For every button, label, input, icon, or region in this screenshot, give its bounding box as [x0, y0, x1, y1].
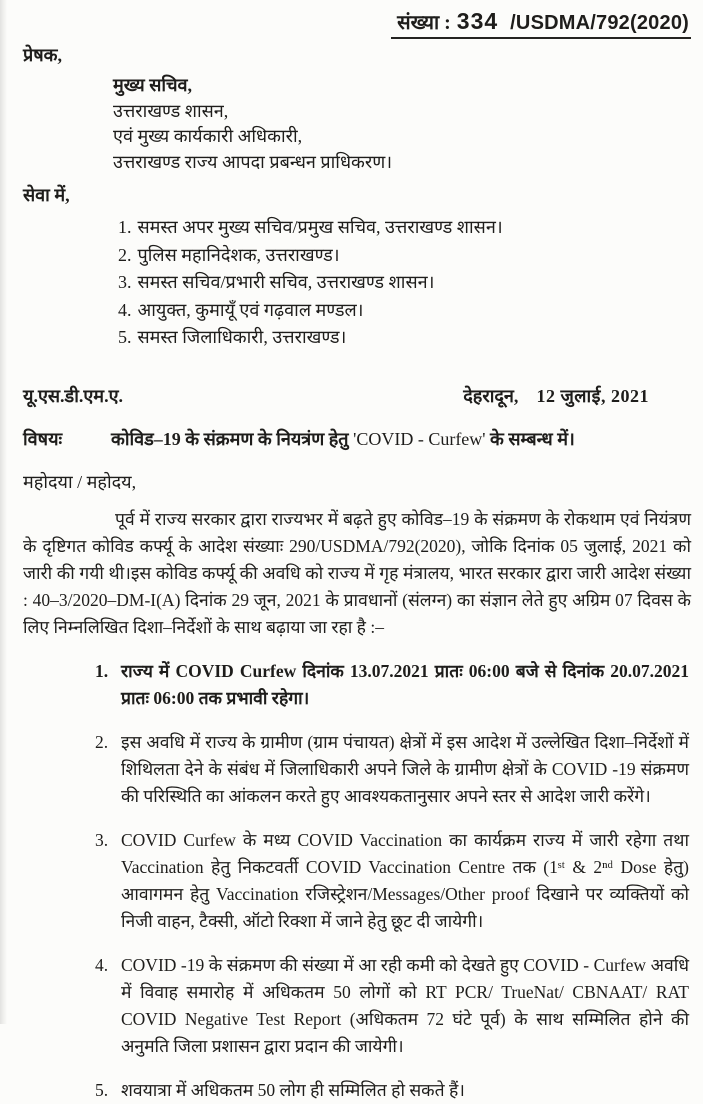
recipient-item [118, 324, 691, 352]
place-name: देहरादून, [463, 385, 519, 406]
sender-line: उत्तराखण्ड राज्य आपदा प्रबन्धन प्राधिकरण। [113, 151, 393, 172]
recipient-number: 3. [118, 272, 132, 292]
subject-text-before: कोविड–19 के संक्रमण के नियत्रंण हेतु [111, 428, 349, 449]
recipient-text: समस्त जिलाधिकारी, उत्तराखण्ड। [137, 327, 347, 347]
recipient-number: 4. [118, 299, 132, 320]
place-date [463, 384, 649, 408]
org-abbreviation: यू.एस.डी.एम.ए. [23, 385, 124, 406]
sender-line: मुख्य सचिव, [113, 75, 193, 95]
directive-number: 3. [95, 829, 109, 850]
directive-list [95, 658, 691, 1104]
directive-item [95, 827, 689, 935]
document-number-value: 334 [456, 8, 499, 34]
letter-date: 12 जुलाई, 2021 [536, 385, 649, 406]
subject-text [111, 426, 575, 452]
recipient-item [118, 214, 691, 242]
directive-text: इस अवधि में राज्य के ग्रामीण (ग्राम पंचायत) क्षेत्रों में इस आदेश में उल्लेखित दिशा–निर्देशों में शिथिलता देने के संबंध में जिलाधिकारी अपने जिले के ग्रामीण क्षेत्रों के COVID -19 संक्रमण की परिस्थिति का आंकलन करते हुए आवश्यकतानुसार अपने स्तर से आदेश जारी करेंगे। [121, 731, 689, 806]
recipient-number: 2. [118, 244, 132, 265]
directive-text: COVID -19 के संक्रमण की संख्या में आ रही कमी को देखते हुए COVID - Curfew अवधि में विवाह समारोह में अधिकतम 50 लोगों को RT PCR/ TrueNat/ CBNAAT/ RAT COVID Negative Test Report (अधिकतम 72 घंटे पूर्व) के साथ सम्मिलित होने की अनुमति जिला प्रशासन द्वारा प्रदान की जायेगी। [121, 954, 689, 1056]
directive-item [95, 1077, 689, 1104]
from-label: प्रेषक, [23, 45, 62, 65]
document-number-line [23, 8, 691, 39]
recipient-number: 1. [118, 217, 132, 237]
recipient-number: 5. [118, 327, 132, 347]
to-label: सेवा में, [23, 185, 70, 205]
recipient-list [118, 214, 691, 352]
recipient-text: समस्त सचिव/प्रभारी सचिव, उत्तराखण्ड शासन। [137, 272, 435, 292]
directive-number: 1. [95, 660, 109, 681]
salutation: महोदया / महोदय, [23, 471, 137, 492]
subject-row [23, 426, 691, 452]
document-number-label: संख्या : [397, 12, 451, 34]
sender-line: उत्तराखण्ड शासन, [113, 100, 229, 121]
recipient-text: समस्त अपर मुख्य सचिव/प्रमुख सचिव, उत्तराखण्ड शासन। [137, 217, 503, 237]
directive-text: राज्य में COVID Curfew दिनांक 13.07.2021 प्रातः 06:00 बजे से दिनांक 20.07.2021 प्रातः 06:00 तक प्रभावी रहेगा। [121, 660, 689, 708]
opening-paragraph: पूर्व में राज्य सरकार द्वारा राज्यभर में बढ़ते हुए कोविड–19 के संक्रमण के रोकथाम एवं नियंत्रण के दृष्टिगत कोविड कर्फ्यू के आदेश संख्याः 290/USDMA/792(2020), जोकि दिनांक 05 जुलाई, 2021 को जारी की गयी थी।इस कोविड कर्फ्यू की अवधि को राज्य में गृह मंत्रालय, भारत सरकार द्वारा जारी आदेश संख्या : 40–3/2020–DM-I(A) दिनांक 29 जून, 2021 के प्रावधानों (संलग्न) का संज्ञान लेते हुए अग्रिम 07 दिवस के लिए निम्नलिखित दिशा–निर्देशों के साथ बढ़ाया जा रहा है :– [23, 508, 691, 637]
recipient-text: पुलिस महानिदेशक, उत्तराखण्ड। [137, 244, 340, 265]
directive-text: COVID Curfew के मध्य COVID Vaccination का कार्यक्रम राज्य में जारी रहेगा तथा Vaccination हेतु निकटवर्ती COVID Vaccination Centre तक (1ˢᵗ & 2ⁿᵈ Dose हेतु) आवागमन हेतु Vaccination रजिस्ट्रेशन/Messages/Other proof दिखाने पर व्यक्तियों को निजी वाहन, टैक्सी, ऑटो रिक्शा में जाने हेतु छूट दी जायेगी। [121, 829, 689, 931]
document-number-suffix: /USDMA/792(2020) [510, 12, 689, 34]
sender-address-block [113, 73, 691, 175]
org-and-date-row [23, 384, 691, 408]
sender-line: एवं मुख्य कार्यकारी अधिकारी, [113, 126, 303, 146]
directive-item [95, 658, 689, 712]
subject-label: विषयः [23, 428, 63, 449]
recipient-item [118, 297, 691, 325]
recipient-item [118, 242, 691, 270]
directive-item [95, 952, 689, 1060]
directive-item [95, 729, 689, 810]
directive-number: 2. [95, 731, 109, 752]
recipient-item [118, 269, 691, 297]
document-number [391, 8, 691, 39]
directive-text: शवयात्रा में अधिकतम 50 लोग ही सम्मिलित हो सकते हैं। [121, 1079, 465, 1100]
directive-number: 5. [95, 1079, 109, 1100]
subject-text-after: के सम्बन्ध में। [490, 428, 575, 449]
recipient-text: आयुक्त, कुमायूँ एवं गढ़वाल मण्डल। [137, 299, 364, 320]
subject-text-english: 'COVID - Curfew' [353, 428, 486, 449]
directive-number: 4. [95, 954, 109, 975]
scan-edge-shadow [0, 0, 7, 1024]
